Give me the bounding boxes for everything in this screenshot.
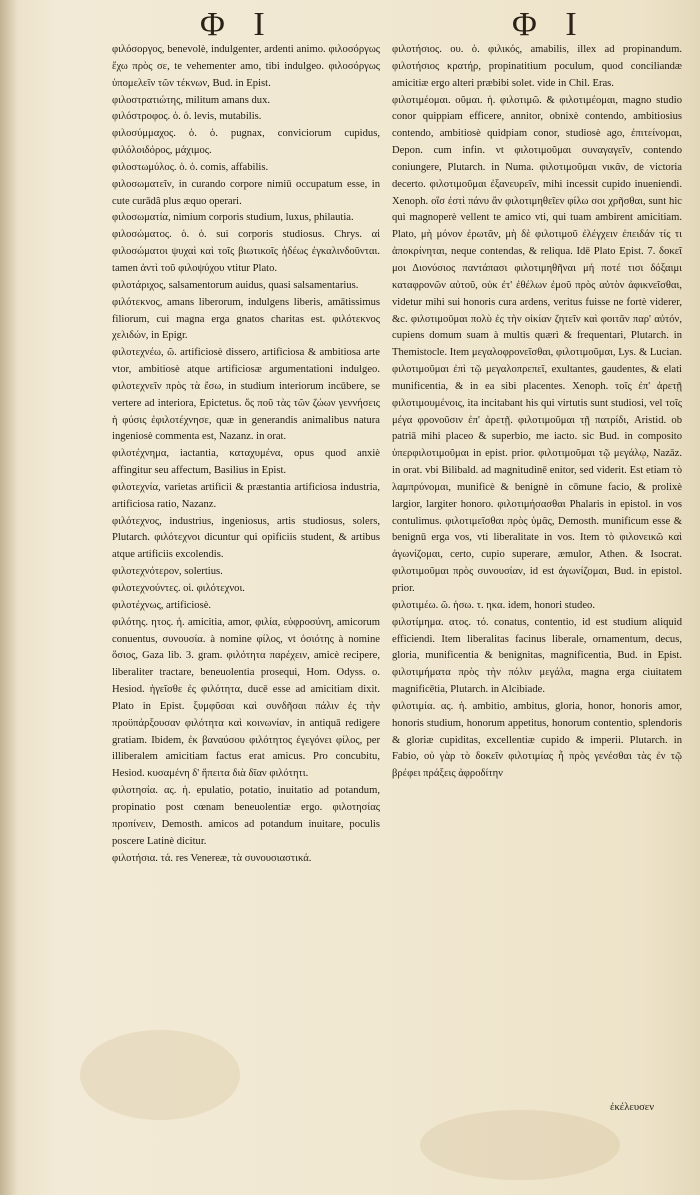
dictionary-entry: φιλοσωματεῖν, in curando corpore nimiū occupatum esse, in cute curādâ plus æquo operari. [112,178,380,207]
running-head-left: Φ I [200,6,275,43]
dictionary-entry: φιλοτέχνημα, iactantia, καταχυμένα, opus quod anxiè affingitur seu affectum, Basilius in Epist. [112,448,380,477]
left-column [112,42,380,867]
dictionary-entry: φιλοσώματος. ὁ. ὁ. sui corporis studiosus. Chrys. αἱ φιλοσώματοι ψυχαὶ καὶ τοῖς βιωτικοῖς ἡδέως ἐγκαλινδοῦνται. tamen ἀντὶ τοῦ φιλοψύχου vtitur Plato. [112,229,380,274]
dictionary-entry: φιλοτάριχος, salsamentorum auidus, quasi salsamentarius. [112,279,359,291]
paper-stain [80,1030,240,1120]
dictionary-entry: φιλότεχνος, industrius, ingeniosus, artis studiosus, solers, Plutarch. φιλότεχνοι dicuntur qui opificiis student, & artibus atque artificiis excolendis. [112,515,380,561]
dictionary-entry: φιλοτεχνούντες. οἱ. φιλότεχνοι. [112,583,245,594]
dictionary-entry: φιλοτέχνως, artificiosè. [112,599,212,611]
dictionary-entry: φιλοσύμμαχος. ὁ. ὁ. pugnax, conviciorum cupidus, φιλόλοιδόρος, μάχιμος. [112,128,380,157]
dictionary-entry: φιλοστρατιώτης, militum amans dux. [112,94,271,106]
dictionary-entry: φιλότης. ητος. ἡ. amicitia, amor, φιλία, εὐφροσύνη, amicorum conuentus, συνουσία. à nomine φίλος, vt ὁσιότης à nomine ὅσιος, Gaza lib. 3. gram. φιλότητα παρέχειν, amicè recipere, liberaliter tractare, beneuolentia prosequi, Hom. Odyss. ο. Hesiod. ἡγεῖσθε ἐς φιλότητα, ducē esse ad amicitiam dixit. Plato in Epist. ξυμφῦσαι καὶ συνδῆσαι πάλιν ἐς τὴν προϋπάρξουσαν φιλότητα καὶ κοινωνίαν, in antiquā redigere gratiam. Ibidem, ἐκ βαναύσου φιλότητος ἐγεγόνει φίλος, per illiberalem amicitiam factus erat amicus. Pro concubitu, Hesiod. κυσαμένη δ' ἥπειτα διὰ δῖαν φιλότητι. [112,616,380,780]
dictionary-entry: φιλοστωμύλος. ὁ. ὁ. comis, affabilis. [112,161,269,173]
dictionary-entry: φιλοτησία. ας. ἡ. epulatio, potatio, inuitatio ad potandum, propinatio post cœnam beneuolentiæ ergo. φιλοτησίας προπίνειν, Demosth. amicos ad potandum inuitare, poculis poscere Latinè dicitur. [112,785,380,847]
dictionary-entry: φιλοτεχνέω, ῶ. artificiosè dissero, artificiosa & ambitiosa arte vtor, ambitiosè atque artificiosæ argumentationi indulgeo. φιλοτεχνεῖν πρὸς τὰ ἔσω, in studium interiorum incūbere, se vertere ad interiora, Epictetus. ὅς ποῦ τὰς τῶν ζώων γεννήσεις ἡ φύσις ἐφιλοτέχνησε, quæ in generandis animalibus natura ingeniosè commenta est, Nazanz. in orat. [112,347,380,443]
dictionary-entry: φιλόσοργος, benevolè, indulgenter, ardenti animo. φιλοσόργως ἔχω πρὸς σε, te vehementer amo, tibi indulgeo. φιλοσόργως ὑπομελεῖν τῶν τέκνων, Bud. in Epist. [112,44,380,89]
dictionary-entry: φιλοτιμέομαι. οῦμαι. ἡ. φιλοτιμῶ. & φιλοτιμέομαι, magno studio conor quippiam efficere, annitor, obnixè contendo, ambitiosius contendo, ambitiosè quidpiam conor, studiosè ago, ἐπιτείνομαι, Depon. cum infin. vt φιλοτιμοῦμαι συναγαγεῖν, contendo coniungere, Plutarch. in Numa. φιλοτιμοῦμαι νικᾶν, de victoria decerto. φιλοτιμοῦμαι ἐξανευρεῖν, mihi incessit cupido inueniendi. Xenoph. οἵσ ἐστὶ πάνυ ἂν φιλοτιμηθεῖεν φίλω σοι χρῆσθαι, sunt hic qui magnoperè vellent te amico vti, qui tuam ambirent amicitiam. Plato, μὴ μόνον ἐρωτᾶν, μὴ δὲ φιλοτιμοῦ ἐλέγχειν ἐπειδάν τίς τι ἀποκρίνηται, neque contendas, & reliqua. Idē Plato Epist. 7. δοκεῖ μοι Διονύσιος παντάπασι φιλοτιμηθῆναι μή ποτέ τισι δόξαιμι καταφρονῶν αὐτοῦ, οὐκ ἐτ' ἐθέλων ἐμοῦ πρὸς αὐτὸν ἀφικνεῖσθαι, videtur mihi sui honoris cura ardens, veritus fuisse ne fortè viderer, &c. φιλοτιμοῦμαι πολὺ ἐς τὴν οἰκίαν ζητεῖν καὶ φοιτᾶν παρ' αὐτόν, cupiens domum suam à multis quærì & frequentari, Plutarch. in Themistocle. Item μεγαλοφρονεῖσθαι, φιλοτιμοῦμαι, Lys. & Lucian. φιλοτιμοῦμαι ἐπὶ τῷ μεγαλοπρεπεῖ, exultantes, gaudentes, & elati munificentia, & in ea sibi placentes. Xenoph. τοῖς ἐπ' ἀρετῇ φιλοτιμουμένοις, ita incitabant his qui virtutis sunt studiosi, vel τοῖς μέγα φρονοῦσιν ἐπ' ἀρετῇ. φιλοτιμοῦμαι τῇ πατρίδι, Aristid. ob patriā mihi placeo & superbio, me iacto. sic Bud. in composito ὑπερφιλοτιμοῦμαι in epist. prior. φιλοτιμοῦμαι τῷ μεγάλῳ, Nazāz. in orat. vbi Bilibald. ad magnitudinē enitor, sed viderit. Est etiam τὸ λαμπρύνομαι, munificè & benignè in cōmune facio, & prolixè largior, largiter honoro. φιλοτιμήσασθαι Phalaris in epistol. in vos contulimus. φιλοτιμεῖσθαι πρὸς ὑμᾶς, Demosth. munificum esse & benignū erga vos, vti liberalitate in vos. Item τὸ φιλονεικῶ καὶ ἀγωνίζομαι, certo, cupio superare, æmulor, Athen. & Isocrat. φιλοτιμοῦμαι πρὸς συνουσίαν, id est ἀγωνίζομαι, Bud. in epistol. prior. [392,94,682,594]
running-head-right: Φ I [512,6,587,43]
dictionary-entry: φιλοσωματία, nimium corporis studium, luxus, philautia. [112,212,354,224]
right-column [392,42,682,783]
dictionary-entry: φιλότεκνος, amans liberorum, indulgens liberis, amātissimus filiorum, cui magna erga gnatos charitas est. φιλότεκνος χελιδών, in Epigr. [112,296,380,342]
dictionary-entry: φιλόστροφος. ὁ. ὁ. levis, mutabilis. [112,111,262,123]
gutter-shadow [0,0,18,1195]
dictionary-entry: φιλοτήσια. τά. res Venereæ, τὰ συνουσιαστικά. [112,852,312,864]
dictionary-entry: φιλοτιμέω. ῶ. ἡσω. τ. ηκα. idem, honori studeo. [392,599,595,611]
dictionary-entry: φιλοτήσιος. ου. ὁ. φιλικός, amabilis, illex ad propinandum. φιλοτήσιος κρατήρ, propinatitium poculum, quod conciliandæ amicitiæ ergo alteri præbibi solet. vide in Chil. Eras. [392,44,682,89]
dictionary-entry: φιλοτιμία. ας. ἡ. ambitio, ambitus, gloria, honor, honoris amor, honoris studium, honorum appetitus, honorum contentio, splendoris & gloriæ cupiditas, excellentiæ cupido & imperii. Plutarch. in Fabio, οὐ γὰρ τὸ δοκεῖν φιλοτιμίας ἦ πρὸς γενέσθαι τὰς ἐν τῷ βρέφει πράξεις ἀφροδίτην [392,700,682,780]
dictionary-entry: φιλοτίμημα. ατος. τό. conatus, contentio, id est studium aliquid efficiendi. Item liberalitas facinus liberale, ornamentum, decus, gloria, munificentia & benignitas, magnificentia, Bud. in Epist. φιλοτιμήματα πρὸς τὴν πόλιν μεγάλα, magna erga ciuitatem magnificētia, Plutarch. in Alcibiade. [392,616,682,696]
page-tail-catchword: ἐκέλευσεν [610,1102,655,1113]
dictionary-entry: φιλοτεχνία, varietas artificii & præstantia artificiosa industria, artificiosa ratio, Nazanz. [112,481,380,510]
dictionary-entry: φιλοτεχνότερον, solertius. [112,566,223,578]
paper-stain [420,1110,620,1180]
